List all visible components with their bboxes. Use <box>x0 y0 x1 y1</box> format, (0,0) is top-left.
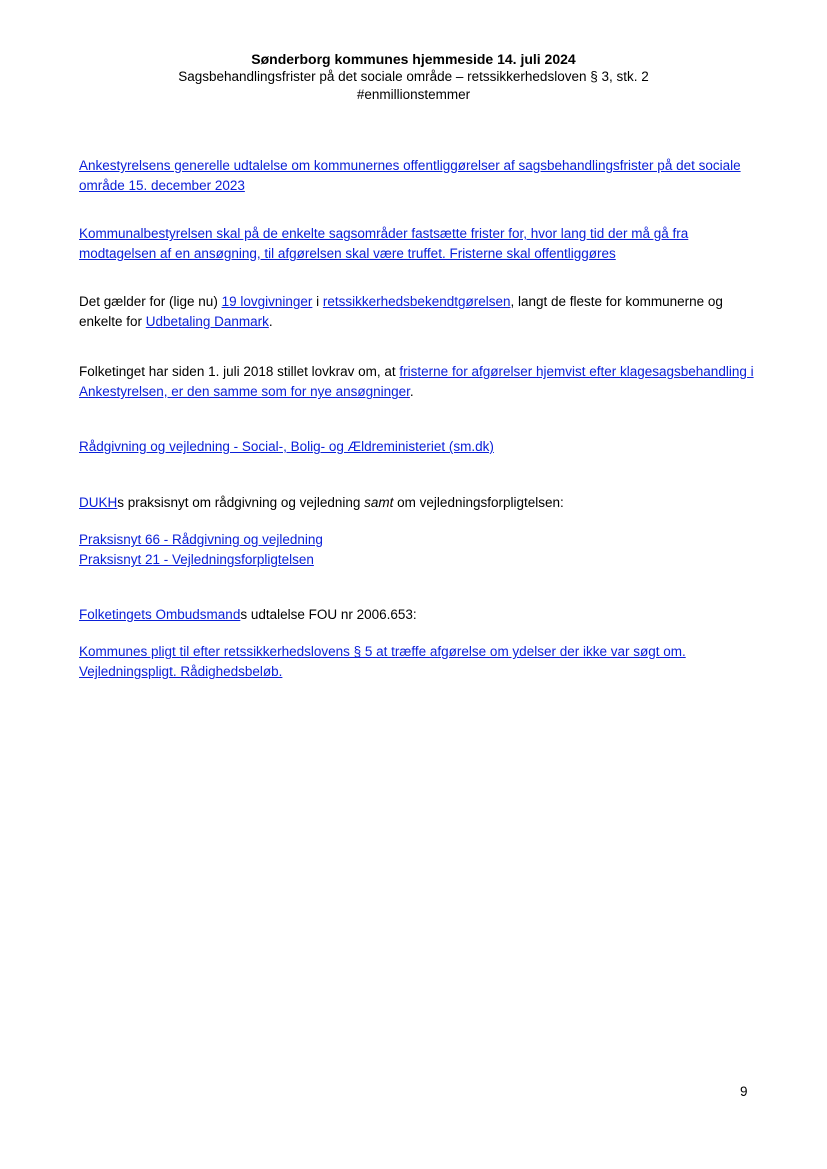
page-title: Sønderborg kommunes hjemmeside 14. juli 2024 <box>251 51 576 67</box>
link-frister-hjemvist[interactable]: fristerne for afgørelser hjemvist efter klagesagsbehandling i Ankestyrelsen, er den samme som for nye ansøgninger <box>79 364 754 399</box>
link-udbetaling-danmark[interactable]: Udbetaling Danmark <box>145 314 269 329</box>
text-segment: s udtalelse FOU nr 2006.653: <box>240 607 417 622</box>
link-retssikkerhedsbekendtgoerelsen[interactable]: retssikkerhedsbekendtgørelsen <box>322 294 511 309</box>
document-header <box>0 50 827 104</box>
link-raadgivning-vejledning-sm[interactable]: Rådgivning og vejledning - Social-, Bolig- og Ældreministeriet (sm.dk) <box>79 439 494 454</box>
paragraph-ankestyrelsen <box>79 156 759 196</box>
text-segment: . <box>268 314 273 329</box>
link-praksisnyt-66[interactable]: Praksisnyt 66 - Rådgivning og vejledning <box>79 532 323 547</box>
paragraph-lovgivninger <box>79 292 759 332</box>
paragraph-raadgivning <box>79 437 759 457</box>
text-segment: s praksisnyt om rådgivning og vejledning <box>117 495 365 510</box>
link-praksisnyt-21[interactable]: Praksisnyt 21 - Vejledningsforpligtelsen <box>79 552 314 567</box>
text-segment: , langt de fleste for kommunerne og enkelte for <box>79 294 723 329</box>
link-19-lovgivninger[interactable]: 19 lovgivninger <box>221 294 313 309</box>
page-number: 9 <box>740 1084 748 1099</box>
text-segment: Det gælder for (lige nu) <box>79 294 222 309</box>
link-dukh[interactable]: DUKH <box>79 495 118 510</box>
link-kommunes-pligt[interactable]: Kommunes pligt til efter retssikkerhedslovens § 5 at træffe afgørelse om ydelser der ikke var søgt om. Vejledningspligt. Rådighedsbeløb. <box>79 644 686 679</box>
hashtag: #enmillionstemmer <box>356 87 471 102</box>
paragraph-kommunes-pligt <box>79 642 759 682</box>
text-segment: om vejledningsforpligtelsen: <box>393 495 564 510</box>
paragraph-folketinget <box>79 362 759 402</box>
text-segment: Folketinget har siden 1. juli 2018 stillet lovkrav om, at <box>79 364 400 379</box>
link-ankestyrelsen-udtalelse[interactable]: Ankestyrelsens generelle udtalelse om kommunernes offentliggørelser af sagsbehandlingsfrister på det sociale område 15. december 2023 <box>79 158 741 193</box>
paragraph-kommunalbestyrelsen <box>79 224 759 264</box>
page-subtitle: Sagsbehandlingsfrister på det sociale område – retssikkerhedsloven § 3, stk. 2 <box>178 69 649 84</box>
paragraph-dukh <box>79 493 759 513</box>
text-segment: . <box>409 384 414 399</box>
text-emphasis: samt <box>364 495 394 510</box>
link-kommunalbestyrelsen-frister[interactable]: Kommunalbestyrelsen skal på de enkelte sagsområder fastsætte frister for, hvor lang tid der må gå fra modtagelsen af en ansøgning, til afgørelsen skal være truffet. Fristerne skal offentliggøres <box>79 226 689 261</box>
paragraph-praksisnyt <box>79 530 759 570</box>
paragraph-ombudsmand <box>79 605 759 625</box>
text-segment: i <box>312 294 323 309</box>
link-folketingets-ombudsmand[interactable]: Folketingets Ombudsmand <box>79 607 241 622</box>
